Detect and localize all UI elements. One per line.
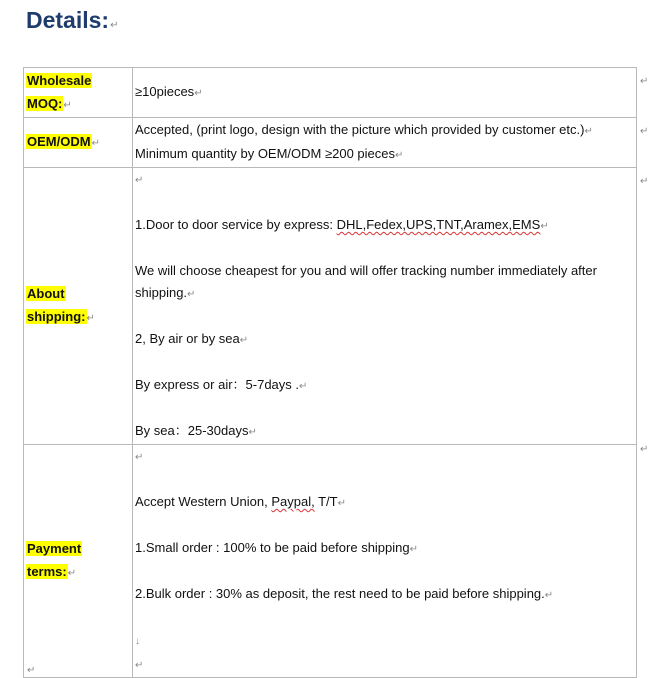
- oem-line-1: Accepted, (print logo, design with the picture which provided by customer etc.): [135, 121, 585, 137]
- paragraph-mark-icon: ↵: [194, 87, 203, 99]
- payment-methods-prefix: Accept Western Union,: [135, 494, 272, 509]
- row-end-mark-icon: ↵: [640, 176, 649, 187]
- paragraph-mark-icon: ↵: [299, 381, 308, 392]
- paragraph-mark-icon: ↵: [395, 149, 404, 161]
- label-moq-line2: MOQ:: [27, 95, 63, 111]
- value-cell-oem: [133, 118, 637, 168]
- label-cell-payment: [24, 445, 133, 678]
- details-title-text: Details:: [26, 7, 110, 33]
- paragraph-mark-icon: ↵: [239, 335, 249, 346]
- paragraph-mark-icon: ↵: [67, 568, 77, 579]
- label-cell-oem: [24, 118, 133, 168]
- value-cell-shipping: [133, 168, 637, 445]
- payment-bulk-order: 2.Bulk order : 30% as deposit, the rest need to be paid before shipping.: [135, 586, 545, 601]
- value-cell-payment: [133, 445, 637, 678]
- shipping-door-to-door: 1.Door to door service by express:: [135, 217, 337, 232]
- paragraph-mark-icon: ↵: [248, 427, 257, 438]
- paragraph-mark-icon: ↵: [337, 498, 346, 509]
- paragraph-mark-icon: ↵: [187, 289, 196, 300]
- paragraph-mark-icon: ↵: [91, 138, 100, 149]
- row-end-mark-icon: ↵: [640, 126, 649, 137]
- value-cell-moq: [133, 68, 637, 118]
- shipping-carriers: DHL,Fedex,UPS,TNT,Aramex,EMS: [336, 217, 541, 232]
- payment-small-order: 1.Small order : 100% to be paid before shipping: [135, 540, 410, 555]
- paragraph-mark-icon: ↵: [86, 313, 95, 324]
- paragraph-mark-icon: ↵: [63, 99, 72, 111]
- paragraph-mark-icon: ↵: [27, 665, 36, 676]
- row-end-mark-icon: ↵: [640, 76, 649, 87]
- paragraph-mark-icon: ↵: [544, 590, 554, 601]
- shipping-express-time: By express or air：5-7days .: [135, 377, 300, 392]
- table-row-moq: [24, 68, 637, 118]
- paragraph-mark-icon: ↵: [135, 660, 144, 671]
- details-heading: [26, 7, 118, 34]
- label-cell-shipping: [24, 168, 133, 445]
- label-payment-line2: terms:: [27, 564, 67, 579]
- payment-paypal: Paypal,: [271, 494, 315, 509]
- label-moq-line1: Wholesale: [27, 72, 92, 88]
- shipping-cheapest-line1: We will choose cheapest for you and will offer tracking number immediately after: [135, 263, 597, 278]
- shipping-air-sea: 2, By air or by sea: [135, 331, 240, 346]
- table-row-shipping: [24, 168, 637, 445]
- table-row-payment: [24, 445, 637, 678]
- shipping-sea-time: By sea：25-30days: [135, 423, 249, 438]
- paragraph-mark-icon: ↵: [409, 544, 419, 555]
- label-shipping-line1: About: [27, 286, 65, 301]
- paragraph-mark-icon: ↵: [135, 452, 144, 463]
- paragraph-mark-icon: ↵: [110, 20, 119, 31]
- row-end-mark-icon: ↵: [640, 444, 649, 455]
- line-break-arrow-icon: ↓: [135, 636, 140, 647]
- label-cell-moq: [24, 68, 133, 118]
- oem-line-2: Minimum quantity by OEM/ODM ≥200 pieces: [135, 145, 395, 161]
- label-shipping-line2: shipping:: [27, 309, 86, 324]
- details-table: [23, 67, 637, 678]
- label-payment-line1: Payment: [27, 541, 82, 556]
- label-oem: OEM/ODM: [27, 134, 91, 149]
- paragraph-mark-icon: ↵: [584, 125, 593, 137]
- moq-value: ≥10pieces: [135, 83, 195, 99]
- table-row-oem: [24, 118, 637, 168]
- paragraph-mark-icon: ↵: [540, 221, 549, 232]
- payment-tt: T/T: [314, 494, 338, 509]
- shipping-cheapest-line2: shipping.: [135, 285, 188, 300]
- paragraph-mark-icon: ↵: [135, 175, 144, 186]
